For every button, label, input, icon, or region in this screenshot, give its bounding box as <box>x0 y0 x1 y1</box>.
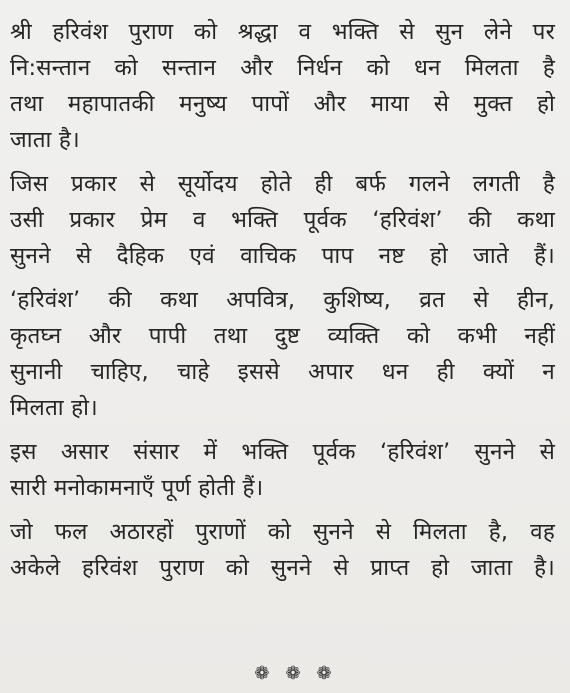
text-line: उसी प्रकार प्रेम व भक्ति पूर्वक ‘हरिवंश’ की कथा <box>10 207 555 233</box>
text-line: कृतघ्न और पापी तथा दुष्ट व्यक्ति को कभी नहीं <box>10 323 555 349</box>
text-line: श्री हरिवंश पुराण को श्रद्धा व भक्ति से सुन लेने पर <box>10 19 555 45</box>
flower-ornament-icon: ❁ <box>316 663 348 684</box>
page-text <box>10 14 555 594</box>
text-line: मिलता हो। <box>10 395 98 421</box>
text-line: सारी मनोकामनाएँ पूर्ण होती हैं। <box>10 475 264 501</box>
flower-ornament-icon: ❁ <box>285 663 317 684</box>
paragraph-4 <box>10 434 555 506</box>
text-line: अकेले हरिवंश पुराण को सुनने से प्राप्त हो जाता है। <box>10 555 555 581</box>
text-line: नि:सन्तान को सन्तान और निर्धन को धन मिलता है <box>10 55 555 81</box>
text-line: जिस प्रकार से सूर्योदय होते ही बर्फ गलने लगती है <box>10 171 555 197</box>
flower-ornament-icon: ❁ <box>254 663 286 684</box>
text-line: जो फल अठारहों पुराणों को सुनने से मिलता है, वह <box>10 519 555 545</box>
text-line: ‘हरिवंश’ की कथा अपवित्र, कुशिष्य, व्रत से हीन, <box>10 287 555 313</box>
text-line: सुनने से दैहिक एवं वाचिक पाप नष्ट हो जाते हैं। <box>10 243 555 269</box>
text-line: सुनानी चाहिए, चाहे इससे अपार धन ही क्यों न <box>10 359 555 385</box>
text-line: जाता है। <box>10 127 80 153</box>
paragraph-1 <box>10 14 555 158</box>
paragraph-2 <box>10 166 555 274</box>
paragraph-3 <box>10 282 555 426</box>
text-line: तथा महापातकी मनुष्य पापों और माया से मुक्त हो <box>10 91 555 117</box>
text-line: इस असार संसार में भक्ति पूर्वक ‘हरिवंश’ सुनने से <box>10 439 555 465</box>
paragraph-5 <box>10 514 555 586</box>
ornament-divider <box>0 664 570 684</box>
